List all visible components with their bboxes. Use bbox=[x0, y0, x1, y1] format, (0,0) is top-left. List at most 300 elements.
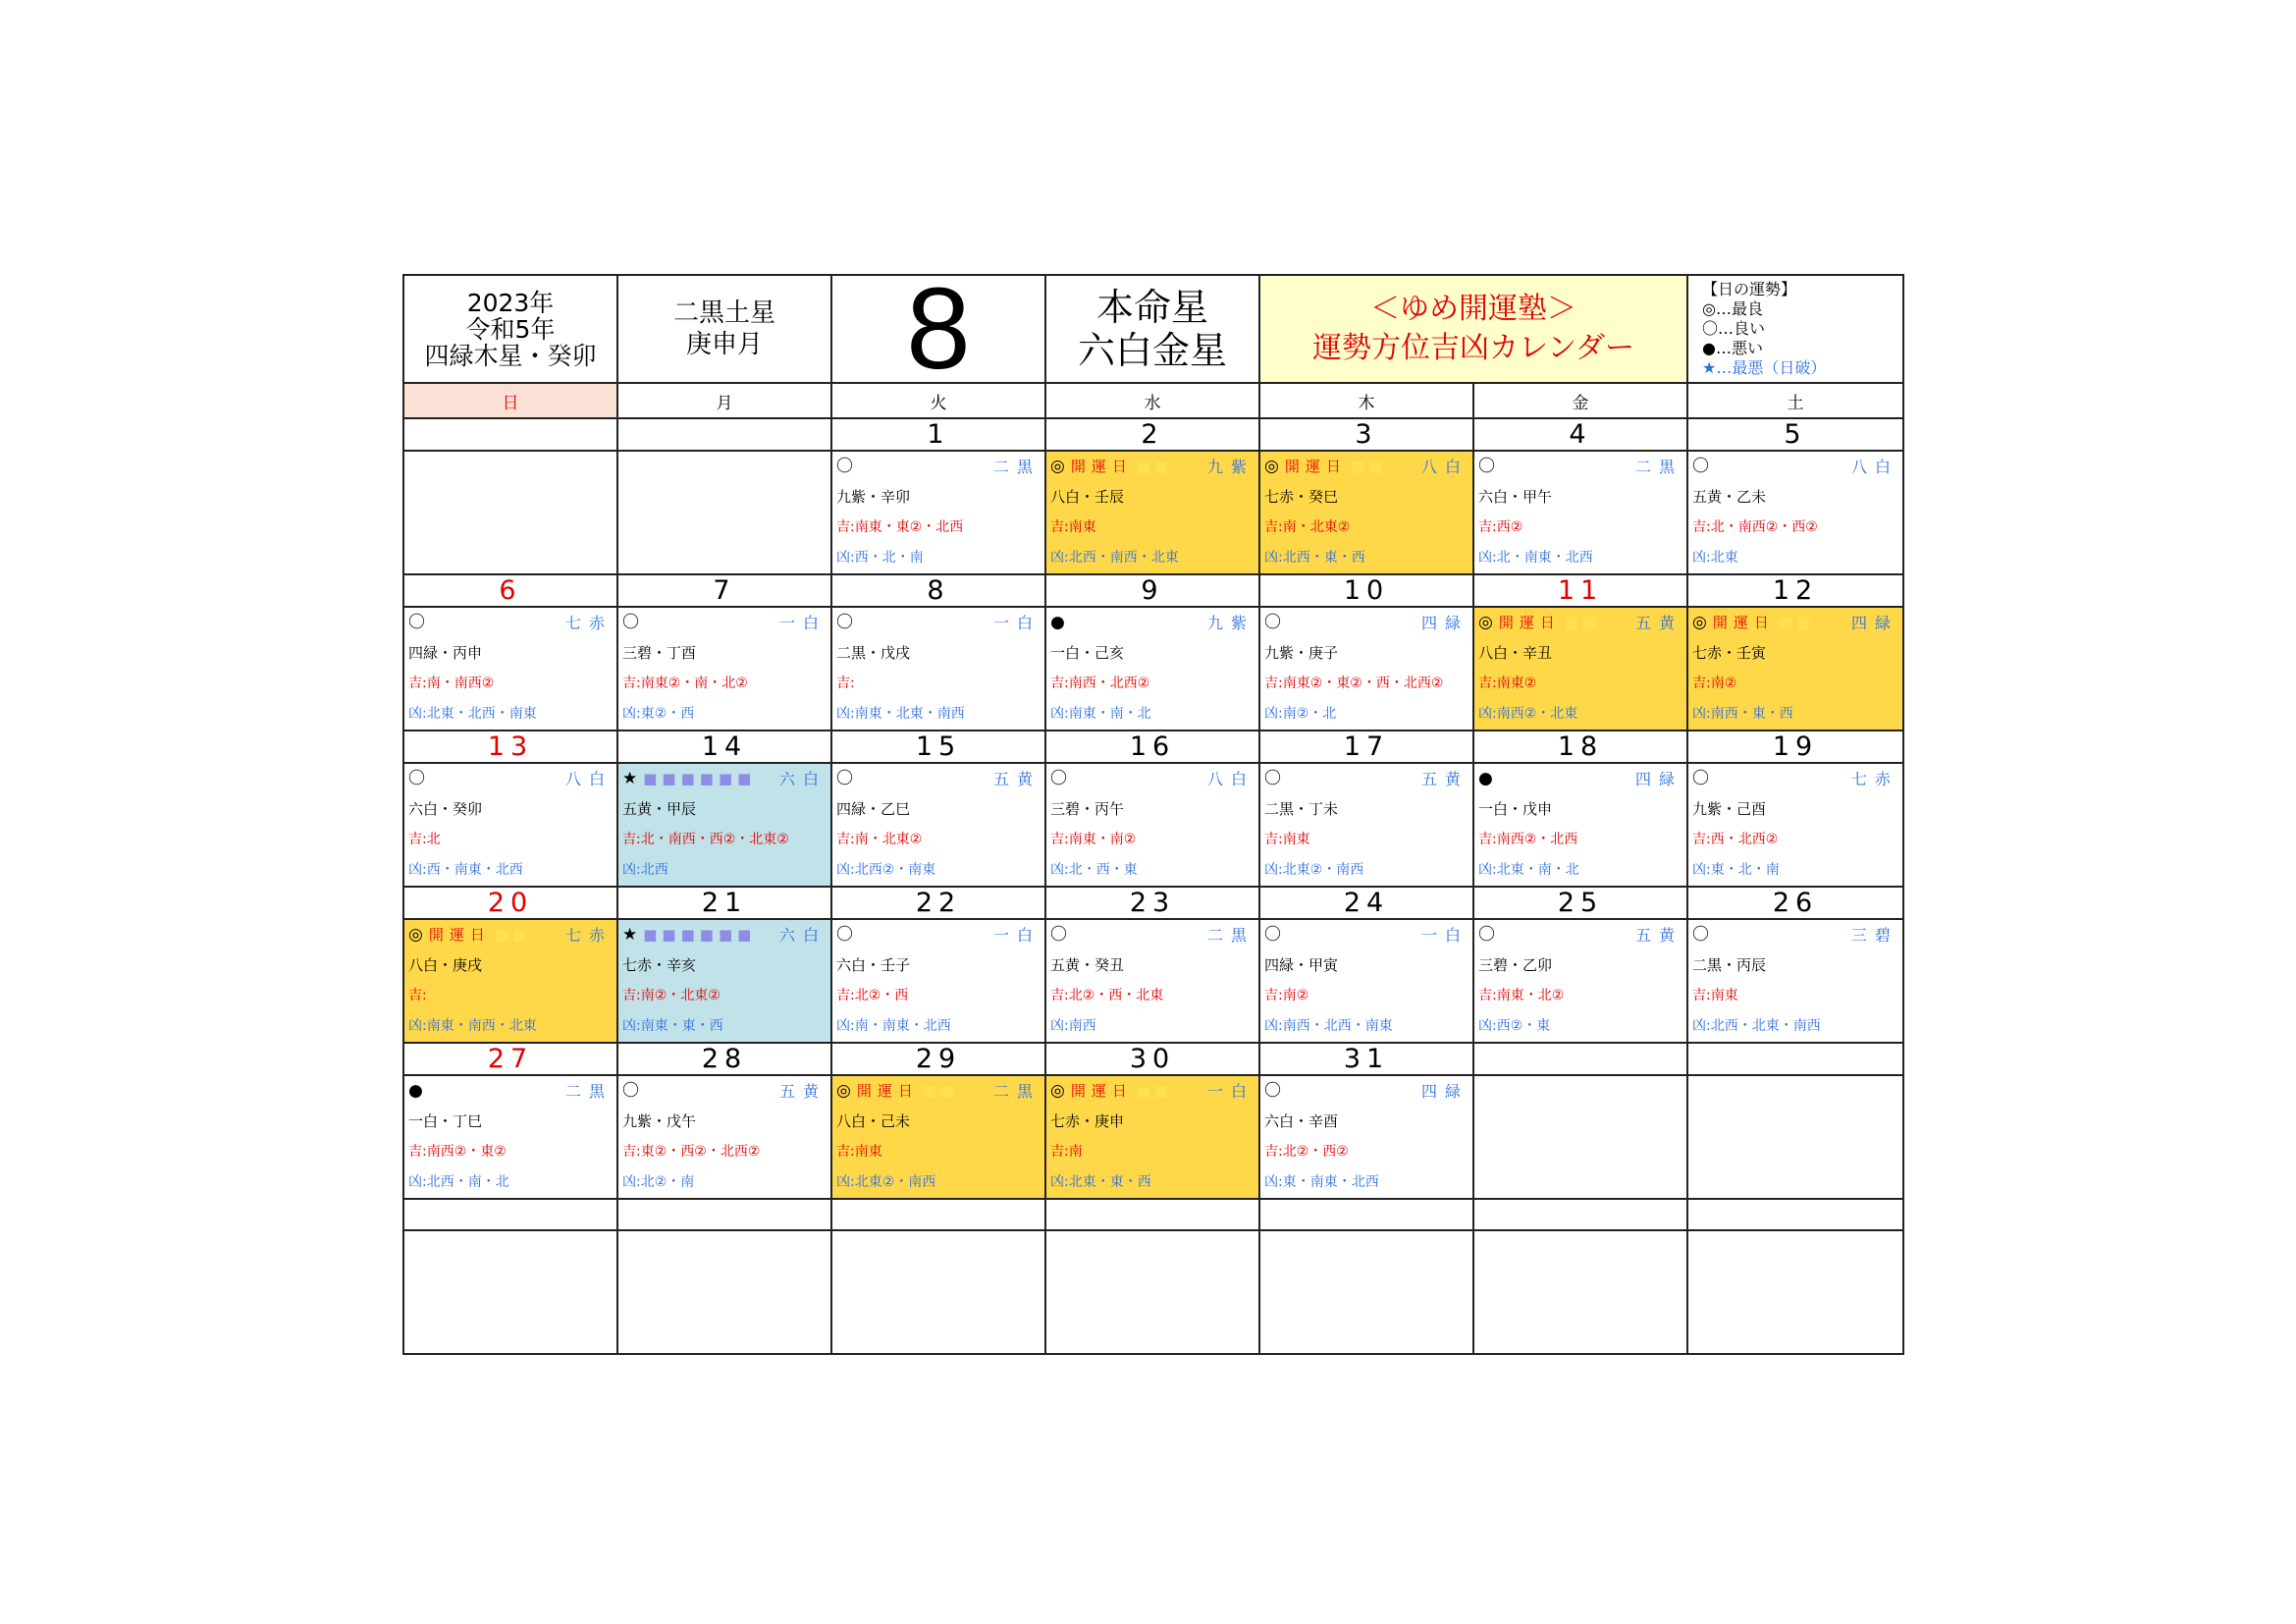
week-day-number-row bbox=[403, 418, 1903, 451]
weekday-thu: 木 bbox=[1259, 383, 1473, 418]
day-kanshi: 二黒・丙辰 bbox=[1692, 956, 1767, 974]
school-name: ＜ゆめ開運塾＞ bbox=[1370, 292, 1576, 326]
day-star: 一白 bbox=[992, 926, 1041, 945]
day-number: 6 bbox=[403, 574, 617, 607]
fortune-mark: ◎ bbox=[1050, 457, 1065, 476]
unlucky-directions: 凶:北東・南・北 bbox=[1478, 862, 1579, 878]
day-star: 一白 bbox=[992, 614, 1041, 632]
day-number bbox=[1473, 1199, 1687, 1230]
day-star: 八白 bbox=[564, 770, 613, 788]
year-info bbox=[403, 275, 617, 383]
lucky-directions: 吉:西② bbox=[1478, 519, 1523, 535]
lucky-directions: 吉:南西・北西② bbox=[1050, 676, 1150, 691]
day-star: 三碧 bbox=[1850, 926, 1898, 945]
day-kanshi: 一白・戊申 bbox=[1478, 800, 1553, 818]
unlucky-directions: 凶:南東・南西・北東 bbox=[408, 1018, 537, 1034]
day-cell bbox=[403, 919, 617, 1043]
day-kanshi: 五黄・乙未 bbox=[1692, 488, 1767, 506]
month-star-info bbox=[617, 275, 831, 383]
unlucky-directions: 凶:北東②・南西 bbox=[1264, 862, 1364, 878]
day-cell bbox=[1687, 1230, 1903, 1354]
day-cell bbox=[617, 1230, 831, 1354]
unlucky-directions: 凶:北・西・東 bbox=[1050, 862, 1138, 878]
day-star: 四緑 bbox=[1850, 614, 1898, 632]
week-day-number-row bbox=[403, 1043, 1903, 1075]
fortune-line bbox=[1474, 764, 1686, 794]
day-cell bbox=[831, 1075, 1045, 1199]
day-number: 26 bbox=[1687, 887, 1903, 919]
lucky-directions: 吉:南・北東② bbox=[1264, 519, 1351, 535]
fortune-line bbox=[1474, 608, 1686, 638]
unlucky-directions: 凶:北西・東・西 bbox=[1264, 550, 1365, 566]
day-kanshi: 五黄・甲辰 bbox=[622, 800, 697, 818]
lucky-directions: 吉:南東 bbox=[836, 1144, 882, 1160]
day-star: 五黄 bbox=[778, 1082, 827, 1101]
lucky-directions: 吉:南東・北② bbox=[1478, 988, 1565, 1003]
day-kanshi: 六白・甲午 bbox=[1478, 488, 1553, 506]
day-number: 4 bbox=[1473, 418, 1687, 451]
day-kanshi: 五黄・癸丑 bbox=[1050, 956, 1125, 974]
week-body-row bbox=[403, 919, 1903, 1043]
day-cell bbox=[1045, 919, 1259, 1043]
legend bbox=[1687, 275, 1903, 383]
day-star: 四緑 bbox=[1634, 770, 1682, 788]
day-star: 二黒 bbox=[1206, 926, 1255, 945]
unlucky-directions: 凶:南東・北東・南西 bbox=[836, 706, 965, 722]
day-number: 25 bbox=[1473, 887, 1687, 919]
title-cell bbox=[1259, 275, 1687, 383]
unlucky-directions: 凶:南西・東・西 bbox=[1692, 706, 1793, 722]
day-kanshi: 六白・辛酉 bbox=[1264, 1112, 1339, 1130]
unlucky-directions: 凶:南東・南・北 bbox=[1050, 706, 1151, 722]
worst-squares: ■■■■■■ bbox=[643, 770, 757, 787]
fortune-line bbox=[1260, 452, 1472, 482]
day-number: 12 bbox=[1687, 574, 1903, 607]
lucky-directions: 吉:東②・西②・北西② bbox=[622, 1144, 761, 1160]
day-number: 22 bbox=[831, 887, 1045, 919]
lucky-directions: 吉: bbox=[836, 676, 855, 691]
legend-bad: ●…悪い bbox=[1702, 339, 1763, 357]
lucky-directions: 吉:南東②・南・北② bbox=[622, 676, 748, 691]
day-number: 17 bbox=[1259, 731, 1473, 763]
kaiun-label: 開運日 bbox=[1498, 614, 1561, 631]
day-cell bbox=[617, 763, 831, 887]
lucky-directions: 吉:南東②・東②・西・北西② bbox=[1264, 676, 1444, 691]
fortune-line bbox=[1474, 920, 1686, 950]
week-body-row bbox=[403, 451, 1903, 574]
day-number: 5 bbox=[1687, 418, 1903, 451]
week-body-row bbox=[403, 1230, 1903, 1354]
day-star: 二黒 bbox=[1634, 458, 1682, 476]
calendar-title: 運勢方位吉凶カレンダー bbox=[1311, 331, 1635, 365]
lucky-directions: 吉:南東 bbox=[1692, 988, 1738, 1003]
day-number bbox=[617, 418, 831, 451]
day-cell bbox=[1687, 1075, 1903, 1199]
fortune-line bbox=[1688, 764, 1902, 794]
fortune-line bbox=[832, 764, 1044, 794]
fortune-mark: 〇 bbox=[622, 613, 639, 632]
era-label: 令和5年 bbox=[465, 314, 556, 344]
lucky-directions: 吉:南西②・東② bbox=[408, 1144, 507, 1160]
unlucky-directions: 凶:北西・南西・北東 bbox=[1050, 550, 1179, 566]
day-kanshi: 八白・辛丑 bbox=[1478, 644, 1553, 662]
unlucky-directions: 凶:北②・南 bbox=[622, 1174, 695, 1190]
fortune-mark: 〇 bbox=[836, 457, 853, 476]
day-kanshi: 八白・庚戌 bbox=[408, 956, 483, 974]
month-star: 二黒土星 bbox=[672, 298, 775, 328]
day-star: 一白 bbox=[1420, 926, 1468, 945]
fortune-line bbox=[618, 764, 830, 794]
day-cell bbox=[403, 451, 617, 574]
day-star: 二黒 bbox=[992, 1082, 1041, 1101]
day-star: 五黄 bbox=[1634, 614, 1682, 632]
day-cell bbox=[1259, 451, 1473, 574]
day-number bbox=[403, 418, 617, 451]
day-kanshi: 九紫・庚子 bbox=[1264, 644, 1339, 662]
lucky-directions: 吉:南東 bbox=[1264, 832, 1310, 847]
legend-best: ◎…最良 bbox=[1702, 299, 1763, 318]
fortune-mark: ◎ bbox=[1692, 613, 1707, 632]
day-cell bbox=[1259, 919, 1473, 1043]
day-number bbox=[1687, 1043, 1903, 1075]
day-number: 16 bbox=[1045, 731, 1259, 763]
day-kanshi: 八白・己未 bbox=[836, 1112, 911, 1130]
day-kanshi: 三碧・丁酉 bbox=[622, 644, 697, 662]
day-cell bbox=[1259, 763, 1473, 887]
unlucky-directions: 凶:南・南東・北西 bbox=[836, 1018, 951, 1034]
day-cell bbox=[1259, 1075, 1473, 1199]
day-star: 八白 bbox=[1206, 770, 1255, 788]
fortune-mark: ◎ bbox=[408, 925, 423, 945]
day-cell bbox=[831, 919, 1045, 1043]
day-cell bbox=[1473, 763, 1687, 887]
weekday-row bbox=[403, 383, 1903, 418]
day-cell bbox=[831, 1230, 1045, 1354]
day-kanshi: 八白・壬辰 bbox=[1050, 488, 1125, 506]
day-cell bbox=[1473, 919, 1687, 1043]
unlucky-directions: 凶:西・北・南 bbox=[836, 550, 924, 566]
day-star: 七赤 bbox=[564, 614, 613, 632]
day-kanshi: 六白・壬子 bbox=[836, 956, 911, 974]
unlucky-directions: 凶:南②・北 bbox=[1264, 706, 1337, 722]
fortune-line bbox=[832, 608, 1044, 638]
legend-title: 【日の運勢】 bbox=[1702, 280, 1797, 298]
day-star: 九紫 bbox=[1206, 458, 1255, 476]
fortune-mark: ◎ bbox=[1478, 613, 1493, 632]
day-number bbox=[1259, 1199, 1473, 1230]
day-number bbox=[831, 1199, 1045, 1230]
day-cell bbox=[1259, 1230, 1473, 1354]
kaiun-squares: ■■ bbox=[1778, 614, 1815, 631]
kaiun-squares: ■■ bbox=[922, 1082, 959, 1100]
day-star: 一白 bbox=[1206, 1082, 1255, 1101]
day-cell bbox=[403, 763, 617, 887]
week-body-row bbox=[403, 607, 1903, 731]
fortune-line bbox=[404, 920, 616, 950]
day-cell bbox=[1045, 451, 1259, 574]
fortune-mark: ◎ bbox=[1264, 457, 1279, 476]
day-kanshi: 一白・丁巳 bbox=[408, 1112, 483, 1130]
lucky-directions: 吉:北②・西 bbox=[836, 988, 909, 1003]
unlucky-directions: 凶:南西 bbox=[1050, 1018, 1096, 1034]
day-number: 1 bbox=[831, 418, 1045, 451]
unlucky-directions: 凶:東②・西 bbox=[622, 706, 695, 722]
day-number: 11 bbox=[1473, 574, 1687, 607]
kaiun-label: 開運日 bbox=[856, 1082, 919, 1100]
fortune-mark: ★ bbox=[622, 925, 638, 945]
lucky-directions: 吉:南② bbox=[1692, 676, 1737, 691]
day-number: 24 bbox=[1259, 887, 1473, 919]
day-number: 14 bbox=[617, 731, 831, 763]
fortune-mark: 〇 bbox=[1478, 925, 1495, 945]
day-cell bbox=[1045, 1230, 1259, 1354]
day-cell bbox=[1045, 1075, 1259, 1199]
day-kanshi: 二黒・戊戌 bbox=[836, 644, 911, 662]
day-number bbox=[403, 1199, 617, 1230]
honmei-label: 本命星 bbox=[1095, 286, 1208, 329]
day-number bbox=[1687, 1199, 1903, 1230]
fortune-line bbox=[1046, 608, 1258, 638]
fortune-line bbox=[1046, 452, 1258, 482]
lucky-directions: 吉:北・南西②・西② bbox=[1692, 519, 1818, 535]
honmei-info bbox=[1045, 275, 1259, 383]
day-cell bbox=[831, 763, 1045, 887]
day-kanshi: 四緑・丙申 bbox=[408, 644, 483, 662]
day-number: 9 bbox=[1045, 574, 1259, 607]
day-kanshi: 一白・己亥 bbox=[1050, 644, 1125, 662]
day-number: 10 bbox=[1259, 574, 1473, 607]
day-number bbox=[617, 1199, 831, 1230]
day-cell bbox=[1473, 607, 1687, 731]
day-kanshi: 九紫・辛卯 bbox=[836, 488, 911, 506]
weekday-mon: 月 bbox=[617, 383, 831, 418]
day-star: 五黄 bbox=[992, 770, 1041, 788]
day-number bbox=[1045, 1199, 1259, 1230]
fortune-line bbox=[618, 920, 830, 950]
fortune-line bbox=[404, 608, 616, 638]
fortune-mark: 〇 bbox=[1478, 457, 1495, 476]
day-cell bbox=[617, 919, 831, 1043]
day-star: 八白 bbox=[1850, 458, 1898, 476]
unlucky-directions: 凶:東・南東・北西 bbox=[1264, 1174, 1379, 1190]
kaiun-squares: ■■ bbox=[494, 926, 531, 944]
unlucky-directions: 凶:北東②・南西 bbox=[836, 1174, 936, 1190]
fortune-mark: 〇 bbox=[1692, 769, 1709, 788]
day-star: 九紫 bbox=[1206, 614, 1255, 632]
fortune-line bbox=[404, 764, 616, 794]
fortune-mark: ◎ bbox=[836, 1081, 851, 1101]
fortune-line bbox=[1046, 1076, 1258, 1107]
day-cell bbox=[831, 451, 1045, 574]
fortune-mark: 〇 bbox=[1050, 925, 1067, 945]
kaiun-squares: ■■ bbox=[1564, 614, 1601, 631]
lucky-directions: 吉:南② bbox=[1264, 988, 1309, 1003]
lucky-directions: 吉:南東・東②・北西 bbox=[836, 519, 964, 535]
fortune-line bbox=[832, 1076, 1044, 1107]
day-cell bbox=[403, 1230, 617, 1354]
day-number: 19 bbox=[1687, 731, 1903, 763]
day-cell bbox=[617, 451, 831, 574]
day-number: 3 bbox=[1259, 418, 1473, 451]
day-number: 23 bbox=[1045, 887, 1259, 919]
day-cell bbox=[831, 607, 1045, 731]
weekday-sun: 日 bbox=[403, 383, 617, 418]
fortune-mark: ◎ bbox=[1050, 1081, 1065, 1101]
lucky-directions: 吉:南西②・北西 bbox=[1478, 832, 1578, 847]
unlucky-directions: 凶:西・南東・北西 bbox=[408, 862, 523, 878]
day-cell bbox=[1687, 607, 1903, 731]
fortune-mark: 〇 bbox=[408, 613, 425, 632]
unlucky-directions: 凶:南西②・北東 bbox=[1478, 706, 1578, 722]
week-body-row bbox=[403, 763, 1903, 887]
calendar-grid bbox=[402, 274, 1904, 1355]
day-star: 一白 bbox=[778, 614, 827, 632]
day-kanshi: 九紫・戊午 bbox=[622, 1112, 697, 1130]
lucky-directions: 吉:西・北西② bbox=[1692, 832, 1779, 847]
day-star: 五黄 bbox=[1420, 770, 1468, 788]
kaiun-squares: ■■ bbox=[1350, 458, 1387, 475]
fortune-line bbox=[1260, 920, 1472, 950]
fortune-mark: ● bbox=[1478, 769, 1493, 788]
unlucky-directions: 凶:北西②・南東 bbox=[836, 862, 936, 878]
weekday-sat: 土 bbox=[1687, 383, 1903, 418]
fortune-mark: 〇 bbox=[1264, 769, 1281, 788]
lucky-directions: 吉:北 bbox=[408, 832, 441, 847]
lucky-directions: 吉:南②・北東② bbox=[622, 988, 721, 1003]
day-star: 四緑 bbox=[1420, 1082, 1468, 1101]
month-number: 8 bbox=[906, 275, 971, 383]
day-cell bbox=[1259, 607, 1473, 731]
lucky-directions: 吉:北②・西② bbox=[1264, 1144, 1349, 1160]
fortune-line bbox=[1046, 764, 1258, 794]
day-kanshi: 七赤・庚申 bbox=[1050, 1112, 1125, 1130]
fortune-mark: ★ bbox=[622, 769, 638, 788]
day-cell bbox=[1473, 1230, 1687, 1354]
day-number: 30 bbox=[1045, 1043, 1259, 1075]
fortune-line bbox=[1688, 920, 1902, 950]
weekday-fri: 金 bbox=[1473, 383, 1687, 418]
day-number: 7 bbox=[617, 574, 831, 607]
fortune-mark: 〇 bbox=[1264, 613, 1281, 632]
day-kanshi: 三碧・乙卯 bbox=[1478, 956, 1553, 974]
unlucky-directions: 凶:西②・東 bbox=[1478, 1018, 1551, 1034]
day-star: 六白 bbox=[778, 926, 827, 945]
day-star: 二黒 bbox=[564, 1082, 613, 1101]
kaiun-label: 開運日 bbox=[428, 926, 491, 944]
day-cell bbox=[1473, 1075, 1687, 1199]
lucky-directions: 吉:南 bbox=[1050, 1144, 1083, 1160]
unlucky-directions: 凶:北西・南・北 bbox=[408, 1174, 509, 1190]
day-cell bbox=[617, 607, 831, 731]
unlucky-directions: 凶:北東・東・西 bbox=[1050, 1174, 1151, 1190]
fortune-mark: 〇 bbox=[1264, 925, 1281, 945]
day-kanshi: 四緑・甲寅 bbox=[1264, 956, 1339, 974]
day-kanshi: 七赤・辛亥 bbox=[622, 956, 697, 974]
day-kanshi: 七赤・癸巳 bbox=[1264, 488, 1339, 506]
day-star: 七赤 bbox=[564, 926, 613, 945]
fortune-line bbox=[618, 1076, 830, 1107]
day-kanshi: 七赤・壬寅 bbox=[1692, 644, 1767, 662]
day-number: 27 bbox=[403, 1043, 617, 1075]
fortune-line bbox=[1260, 1076, 1472, 1107]
week-day-number-row bbox=[403, 1199, 1903, 1230]
unlucky-directions: 凶:北・南東・北西 bbox=[1478, 550, 1593, 566]
unlucky-directions: 凶:南東・東・西 bbox=[622, 1018, 723, 1034]
unlucky-directions: 凶:北東・北西・南東 bbox=[408, 706, 537, 722]
lucky-directions: 吉:南東 bbox=[1050, 519, 1096, 535]
calendar-header bbox=[403, 275, 1903, 383]
lucky-directions: 吉:南東・南② bbox=[1050, 832, 1137, 847]
fortune-mark: 〇 bbox=[1692, 457, 1709, 476]
kaiun-label: 開運日 bbox=[1284, 458, 1347, 475]
day-number: 20 bbox=[403, 887, 617, 919]
day-number: 21 bbox=[617, 887, 831, 919]
unlucky-directions: 凶:北西・北東・南西 bbox=[1692, 1018, 1821, 1034]
fortune-line bbox=[618, 608, 830, 638]
unlucky-directions: 凶:北西 bbox=[622, 862, 668, 878]
kaiun-label: 開運日 bbox=[1070, 1082, 1133, 1100]
fortune-line bbox=[832, 920, 1044, 950]
day-number: 13 bbox=[403, 731, 617, 763]
week-day-number-row bbox=[403, 731, 1903, 763]
day-number: 31 bbox=[1259, 1043, 1473, 1075]
unlucky-directions: 凶:北東 bbox=[1692, 550, 1738, 566]
lucky-directions: 吉:北②・西・北東 bbox=[1050, 988, 1164, 1003]
kaiun-label: 開運日 bbox=[1070, 458, 1133, 475]
fortune-mark: 〇 bbox=[1050, 769, 1067, 788]
fortune-mark: ● bbox=[408, 1081, 423, 1101]
day-cell bbox=[1687, 919, 1903, 1043]
day-kanshi: 四緑・乙巳 bbox=[836, 800, 911, 818]
worst-squares: ■■■■■■ bbox=[643, 926, 757, 944]
lucky-directions: 吉:南・北東② bbox=[836, 832, 923, 847]
fortune-mark: 〇 bbox=[1692, 925, 1709, 945]
day-number bbox=[1473, 1043, 1687, 1075]
day-star: 六白 bbox=[778, 770, 827, 788]
month-kanshi: 庚申月 bbox=[685, 330, 763, 359]
weekday-wed: 水 bbox=[1045, 383, 1259, 418]
lucky-directions: 吉:南東② bbox=[1478, 676, 1537, 691]
week-day-number-row bbox=[403, 574, 1903, 607]
legend-worst: ★…最悪（日破） bbox=[1702, 358, 1827, 377]
day-kanshi: 二黒・丁未 bbox=[1264, 800, 1339, 818]
day-star: 四緑 bbox=[1420, 614, 1468, 632]
kaiun-label: 開運日 bbox=[1712, 614, 1775, 631]
fortune-line bbox=[832, 452, 1044, 482]
weekday-tue: 火 bbox=[831, 383, 1045, 418]
day-kanshi: 六白・癸卯 bbox=[408, 800, 483, 818]
day-kanshi: 三碧・丙午 bbox=[1050, 800, 1125, 818]
day-number: 29 bbox=[831, 1043, 1045, 1075]
day-cell bbox=[617, 1075, 831, 1199]
fortune-line bbox=[1260, 608, 1472, 638]
day-star: 七赤 bbox=[1850, 770, 1898, 788]
day-star: 五黄 bbox=[1634, 926, 1682, 945]
day-number: 2 bbox=[1045, 418, 1259, 451]
fortune-mark: ● bbox=[1050, 613, 1065, 632]
fortune-mark: 〇 bbox=[836, 769, 853, 788]
lucky-directions: 吉:南・南西② bbox=[408, 676, 495, 691]
fortune-line bbox=[1474, 452, 1686, 482]
day-number: 18 bbox=[1473, 731, 1687, 763]
day-star: 二黒 bbox=[992, 458, 1041, 476]
fortune-mark: 〇 bbox=[836, 925, 853, 945]
day-cell bbox=[403, 607, 617, 731]
year-star: 四緑木星・癸卯 bbox=[424, 341, 597, 370]
day-star: 八白 bbox=[1420, 458, 1468, 476]
fortune-mark: 〇 bbox=[836, 613, 853, 632]
fortune-mark: 〇 bbox=[408, 769, 425, 788]
